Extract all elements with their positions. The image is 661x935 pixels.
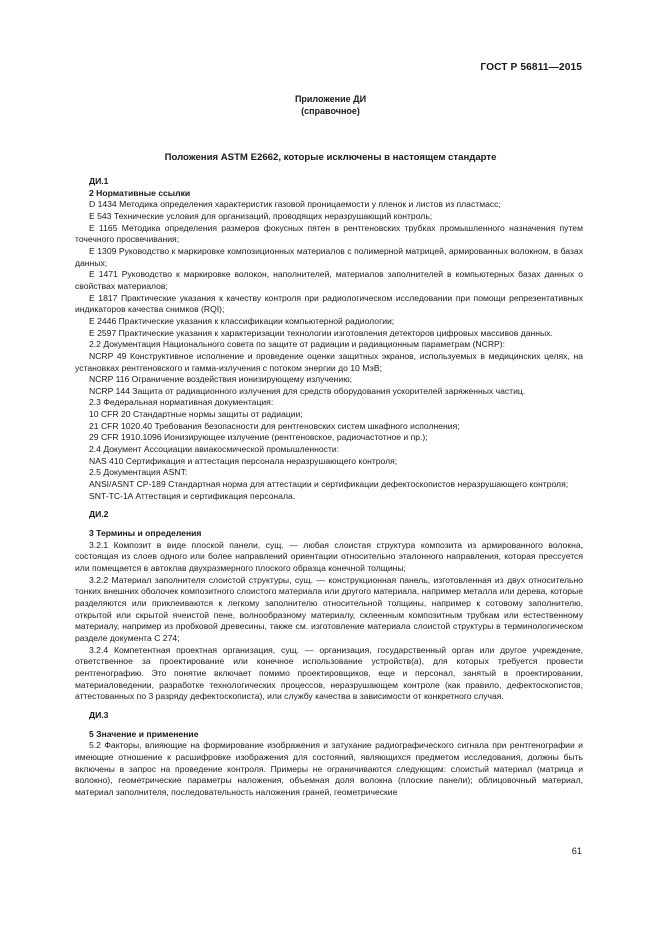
paragraph: 21 CFR 1020.40 Требования безопасности для рентгеновских систем шкафного исполнения; — [89, 420, 460, 431]
section-label: ДИ.2 — [89, 509, 109, 520]
paragraph: NCRP 116 Ограничение воздействия ионизирующему излучению; — [89, 374, 353, 385]
page-number: 61 — [571, 846, 582, 856]
paragraph: 2.5 Документация ASNT: — [89, 467, 188, 478]
paragraph: 5.2 Факторы, влияющие на формирование изображения и затухание радиографического сигнала при рентгенографии и имеющие отношение к расшифровке изображения для состояний, являющихся предметом исследования, должны быть включены в запрос на проведение контроля. Примеры не ограничиваются следующим: слоистый материал (матрица и волокно), геометрические параметры наложения, объемная доля волокна (плоские панели); облицовочный материал, материал заполнителя, последовательность наложения граней, геометрические — [75, 740, 583, 797]
appendix-name: Приложение ДИ — [294, 94, 367, 104]
paragraph: 3.2.1 Композит в виде плоской панели, сущ. — любая слоистая структура композита из армированного волокна, состоящая из слоев одного или более направлений ориентации относительно эталонного направления, которая прессуется или помещается в автоклав двухразмерного плоского образца конечной толщины; — [75, 539, 583, 573]
document-body — [75, 176, 583, 798]
section-heading: 3 Термины и определения — [89, 528, 202, 539]
paragraph: ANSI/ASNT CP-189 Стандартная норма для аттестации и сертификации дефектоскопистов неразрушающего контроля; — [89, 479, 569, 490]
paragraph: D 1434 Методика определения характеристик газовой проницаемости у пленок и листов из пластмасс; — [89, 199, 501, 210]
paragraph: NCRP 49 Конструктивное исполнение и проведение оценки защитных экранов, используемых в медицинских целях, на установках рентгеновского и гамма-излучения с потоком энергии до 10 МэВ; — [75, 350, 583, 373]
page-title: Положения ASTM E2662, которые исключены в настоящем стандарте — [164, 152, 497, 163]
paragraph: E 543 Технические условия для организаций, проводящих неразрушающий контроль; — [89, 210, 433, 221]
paragraph: 2.3 Федеральная нормативная документация: — [89, 397, 274, 408]
document-header: ГОСТ Р 56811—2015 — [480, 62, 582, 73]
section-label: ДИ.1 — [89, 176, 109, 186]
section-label: ДИ.3 — [89, 709, 109, 720]
section-heading: 5 Значение и применение — [89, 728, 199, 739]
paragraph: 2.2 Документация Национального совета по защите от радиации и радиационным параметрам (NCRP): — [89, 339, 506, 350]
paragraph: E 1817 Практические указания к качеству контроля при радиологическом исследовании при помощи репрезентативных индикаторов качества снимков (RQI); — [75, 292, 583, 315]
paragraph: NAS 410 Сертификация и аттестация персонала неразрушающего контроля; — [89, 455, 398, 466]
paragraph: E 1309 Руководство к маркировке композиционных материалов с полимерной матрицей, армированных волокном, в базах данных; — [75, 245, 583, 268]
section-2-list — [75, 540, 583, 703]
paragraph: E 2597 Практические указания к характеризации технологии изготовления детекторов цифровых массивов данных. — [89, 327, 553, 338]
paragraph: E 1165 Методика определения размеров фокусных пятен в рентгеновских трубках промышленного назначения путем точечного просвечивания; — [75, 222, 583, 245]
section-1-list — [75, 199, 583, 502]
appendix-heading — [0, 93, 661, 117]
paragraph: NCRP 144 Защита от радиационного излучения для средств оборудования ускорителей заряженных частиц. — [89, 385, 526, 396]
paragraph: 29 CFR 1910.1096 Ионизирующее излучение (рентгеновское, радиочастотное и пр.); — [89, 432, 428, 443]
paragraph: SNT-TC-1A Аттестация и сертификация персонала. — [89, 490, 296, 501]
paragraph: 3.2.4 Компетентная проектная организация, сущ. — организация, государственный орган или другое учреждение, ответственное за проектирование или конечное использование устройств(а), для которых требуется провести рентгенографию. Это понятие включает помимо проектировщиков, еще и персонал, занятый в проектировании, материаловедении, разработке технологических процессов, неразрушающем контроле (как правило, дефектоскопистов, аттестованных по 3 разряду дефектоскописта), или службу качества в зависимости от конкретного случая. — [75, 644, 583, 702]
paragraph: 2.4 Документ Ассоциации авиакосмической промышленности: — [89, 444, 340, 455]
paragraph: E 1471 Руководство к маркировке волокон, наполнителей, материалов заполнителей в компьютерных базах данных о свойствах материалов; — [75, 269, 583, 291]
section-heading: 2 Нормативные ссылки — [89, 187, 191, 198]
appendix-kind: (справочное) — [301, 106, 360, 116]
paragraph: 10 CFR 20 Стандартные нормы защиты от радиации; — [89, 409, 303, 420]
paragraph: 3.2.2 Материал заполнителя слоистой структуры, сущ. — конструкционная панель, изготовленная из двух относительно тонких внешних оболочек композитного слоистого материала или другого материала, например металла или дерева, которые разделяются или приклеиваются к легкому заполнителю относительной толщины, например к сотовому заполнителю, открытой или скрытой ячеистой пене, волнообразному материалу, склеенным композитным трубкам или естественному материалу, например из пробковой древесины, также см. изготовление материала слоистой структуры в терминологическом разделе документа С 274; — [75, 574, 583, 643]
section-3-list — [75, 740, 583, 798]
paragraph: E 2446 Практические указания к классификации компьютерной радиологии; — [89, 315, 395, 326]
